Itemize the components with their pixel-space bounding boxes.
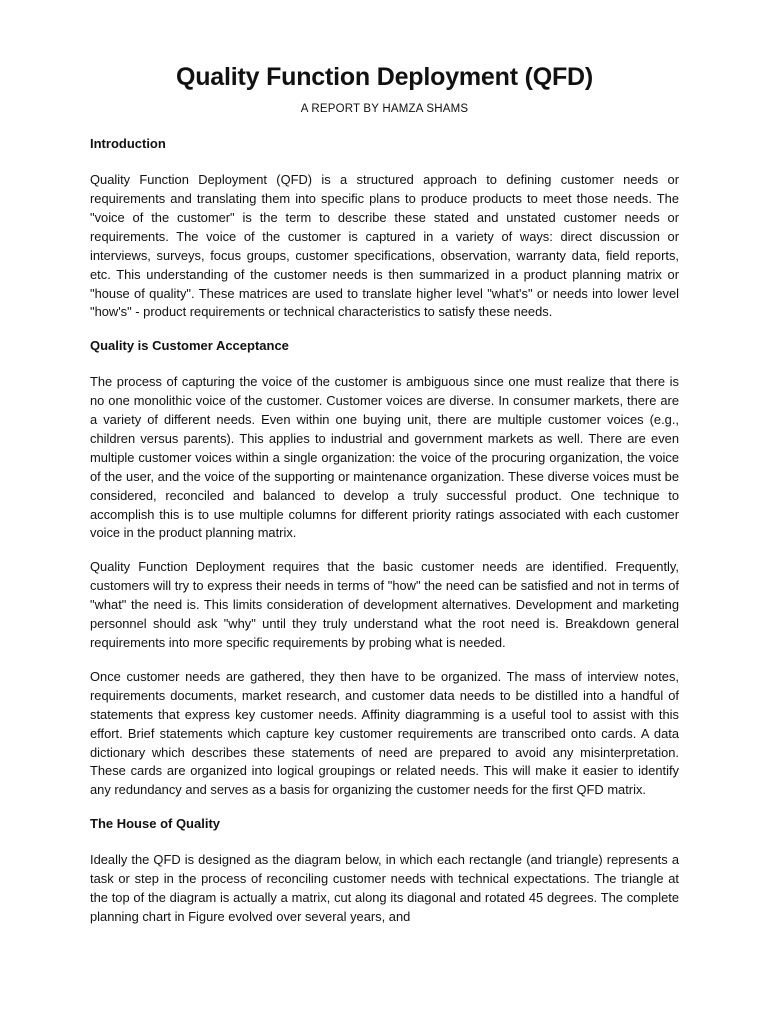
paragraph: The process of capturing the voice of the customer is ambiguous since one must realize that there is no one monolithic voice of the customer. Customer voices are diverse. In consumer markets, there are a variety of different needs. Even within one buying unit, there are multiple customer voices (e.g., children versus parents). This applies to industrial and government markets as well. There are even multiple customer voices within a single organization: the voice of the procuring organization, the voice of the user, and the voice of the supporting or maintenance organization. These diverse voices must be considered, reconciled and balanced to develop a truly successful product. One technique to accomplish this is to use multiple columns for different priority ratings associated with each customer voice in the product planning matrix. [90,374,679,541]
document-page [90,62,679,942]
paragraph: Once customer needs are gathered, they then have to be organized. The mass of interview notes, requirements documents, market research, and customer data needs to be distilled into a handful of statements that express key customer needs. Affinity diagramming is a useful tool to assist with this effort. Brief statements which capture key customer requirements are transcribed onto cards. A data dictionary which describes these statements of need are prepared to avoid any misinterpretation. These cards are organized into logical groupings or related needs. This will make it easier to identify any redundancy and serves as a basis for organizing the customer needs for the first QFD matrix. [90,668,679,798]
paragraph: Quality Function Deployment (QFD) is a structured approach to defining customer needs or requirements and translating them into specific plans to produce products to meet those needs. The "voice of the customer" is the term to describe these stated and unstated customer needs or requirements. The voice of the customer is captured in a variety of ways: direct discussion or interviews, surveys, focus groups, customer specifications, observation, warranty data, field reports, etc. This understanding of the customer needs is then summarized in a product planning matrix or "house of quality". These matrices are used to translate higher level "what's" or needs into lower level "how's" - product requirements or technical characteristics to satisfy these needs. [90,172,679,320]
document-subtitle: A REPORT BY HAMZA SHAMS [300,103,469,116]
section-heading: Quality is Customer Acceptance [90,338,289,354]
section-heading: Introduction [90,136,166,152]
section-house-of-quality [90,815,679,926]
section-heading: The House of Quality [90,816,221,832]
paragraph: Ideally the QFD is designed as the diagram below, in which each rectangle (and triangle) represents a task or step in the process of reconciling customer needs with technical expectations. The triangle at the top of the diagram is actually a matrix, cut along its diagonal and rotated 45 degrees. The complete planning chart in Figure evolved over several years, and [90,852,679,924]
paragraph: Quality Function Deployment requires that the basic customer needs are identified. Frequently, customers will try to express their needs in terms of "how" the need can be satisfied and not in terms of "what" the need is. This limits consideration of development alternatives. Development and marketing personnel should ask "why" until they truly understand what the root need is. Breakdown general requirements into more specific requirements by probing what is needed. [90,559,679,650]
section-introduction [90,135,679,322]
section-quality-is-customer-acceptance [90,337,679,800]
document-title: Quality Function Deployment (QFD) [175,63,593,91]
